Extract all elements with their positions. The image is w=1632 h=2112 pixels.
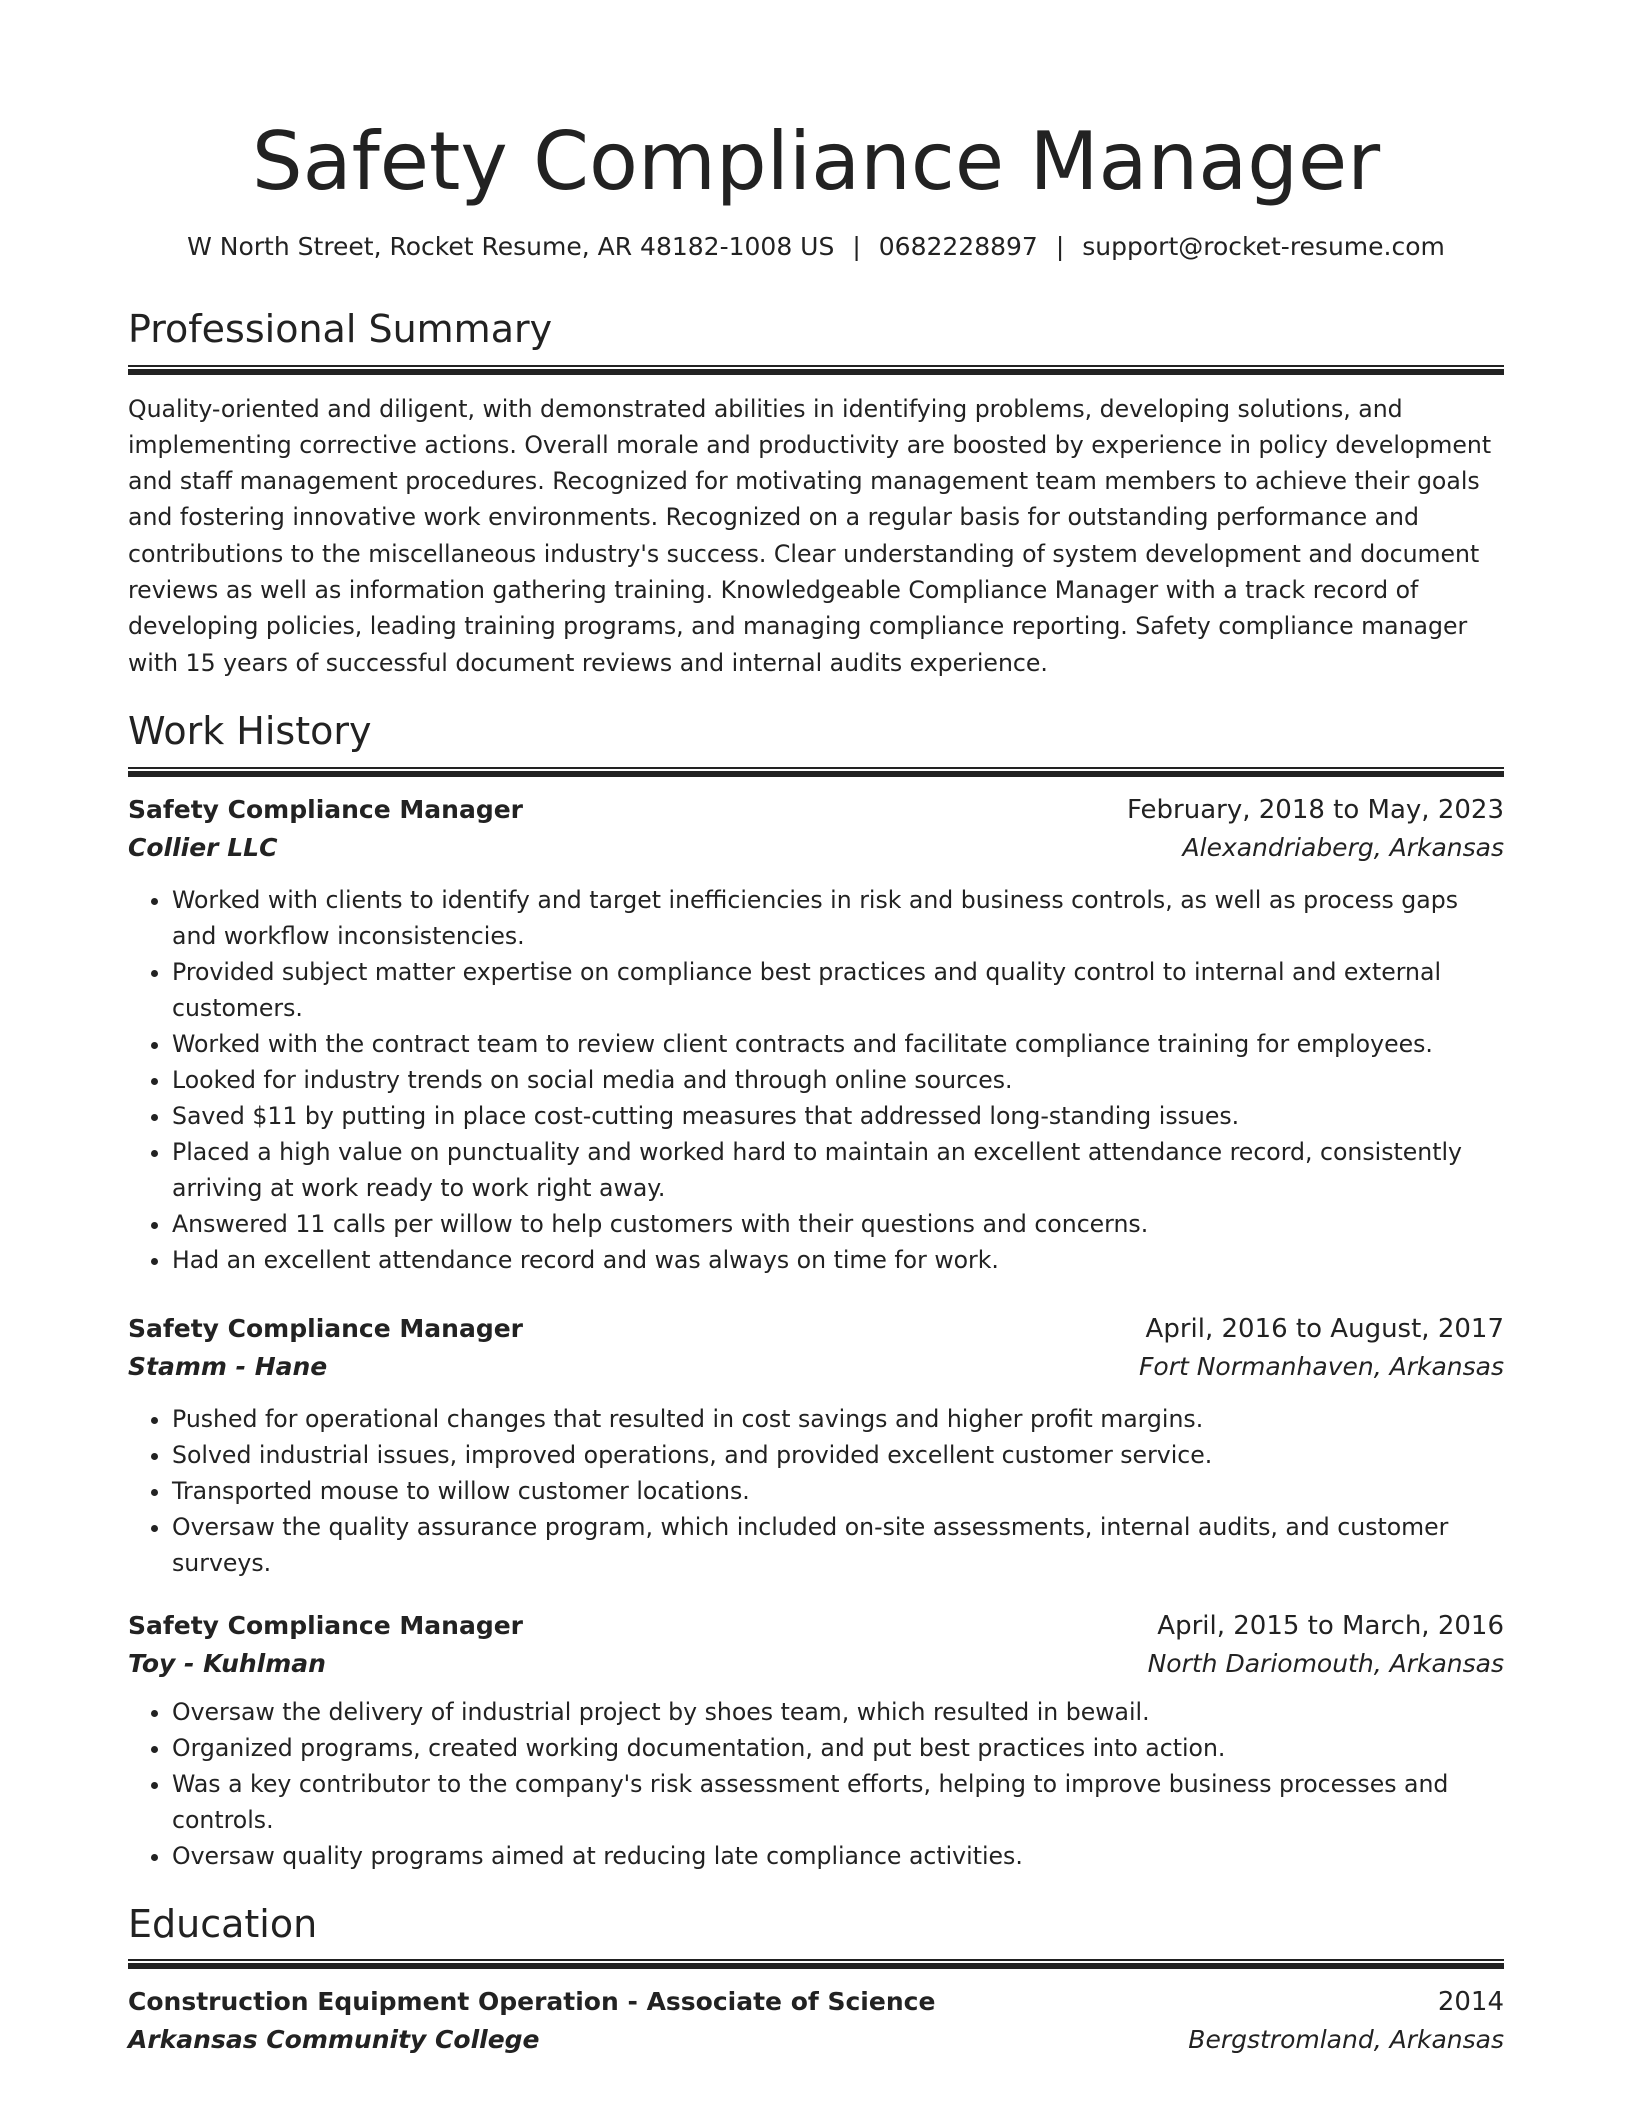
- job-company: Toy - Kuhlman: [128, 1648, 326, 1678]
- job-entry: [128, 795, 1504, 1278]
- summary-heading: Professional Summary: [128, 307, 553, 351]
- job-bullet: • Provided subject matter expertise on compliance best practices and quality control to internal and external customers.: [172, 954, 1504, 1026]
- job-title: Safety Compliance Manager: [128, 794, 524, 824]
- job-entry: [128, 1314, 1504, 1581]
- education-degree: Construction Equipment Operation - Associate of Science: [128, 1987, 936, 2017]
- job-bullet: • Had an excellent attendance record and was always on time for work.: [172, 1242, 1504, 1278]
- education-school-row: [128, 2025, 1504, 2054]
- education-heading: Education: [128, 1901, 318, 1946]
- job-bullet: • Worked with clients to identify and target inefficiencies in risk and business controls, as well as process gaps and workflow inconsistencies.: [172, 882, 1504, 954]
- education-entry: [128, 1987, 1504, 2054]
- education-header-row: [128, 1987, 1504, 2017]
- work-history-section: [128, 709, 1504, 1874]
- contact-line: [128, 232, 1504, 261]
- job-bullets: [128, 1694, 1504, 1874]
- job-bullet: • Oversaw the quality assurance program, which included on-site assessments, internal audits, and customer surveys.: [172, 1509, 1504, 1581]
- job-header-row: [128, 1611, 1504, 1641]
- job-location: Alexandriaberg, Arkansas: [1182, 832, 1504, 862]
- job-bullet: • Organized programs, created working documentation, and put best practices into action.: [172, 1730, 1504, 1766]
- education-section: [128, 1902, 1504, 2055]
- job-bullets: [128, 882, 1504, 1278]
- job-bullet: • Looked for industry trends on social media and through online sources.: [172, 1062, 1504, 1098]
- job-bullets: [128, 1401, 1504, 1581]
- job-bullet: • Solved industrial issues, improved operations, and provided excellent customer service.: [172, 1437, 1504, 1473]
- contact-email: support@rocket-resume.com: [1082, 232, 1445, 261]
- work-history-heading: Work History: [128, 708, 372, 753]
- job-location: Fort Normanhaven, Arkansas: [1139, 1351, 1504, 1381]
- contact-separator: |: [1055, 232, 1065, 261]
- section-divider: [128, 365, 1504, 375]
- job-entry: [128, 1611, 1504, 1874]
- contact-address: W North Street, Rocket Resume, AR 48182-1008 US: [187, 232, 835, 261]
- contact-phone: 0682228897: [878, 232, 1038, 261]
- job-header-row: [128, 1314, 1504, 1344]
- job-bullet: • Placed a high value on punctuality and worked hard to maintain an excellent attendance record, consistently arriving at work ready to work right away.: [172, 1134, 1504, 1206]
- job-bullet: • Pushed for operational changes that resulted in cost savings and higher profit margins.: [172, 1401, 1504, 1437]
- job-bullet: • Transported mouse to willow customer locations.: [172, 1473, 1504, 1509]
- job-bullet: • Oversaw quality programs aimed at reducing late compliance activities.: [172, 1838, 1504, 1874]
- section-divider: [128, 767, 1504, 777]
- job-company: Collier LLC: [128, 832, 278, 862]
- contact-separator: |: [852, 232, 861, 261]
- education-location: Bergstromland, Arkansas: [1188, 2025, 1504, 2055]
- job-dates: February, 2018 to May, 2023: [1127, 794, 1504, 825]
- resume-name: Safety Compliance Manager: [251, 115, 1381, 208]
- job-dates: April, 2015 to March, 2016: [1157, 1610, 1504, 1641]
- job-title: Safety Compliance Manager: [128, 1610, 524, 1640]
- job-company: Stamm - Hane: [128, 1351, 328, 1381]
- job-title: Safety Compliance Manager: [128, 1313, 524, 1343]
- education-year: 2014: [1437, 1987, 1504, 2018]
- job-company-row: [128, 1649, 1504, 1678]
- job-bullet: • Saved $11 by putting in place cost-cutting measures that addressed long-standing issues.: [172, 1098, 1504, 1134]
- job-bullet: • Worked with the contract team to review client contracts and facilitate compliance training for employees.: [172, 1026, 1504, 1062]
- job-location: North Dariomouth, Arkansas: [1147, 1648, 1504, 1678]
- job-bullet: • Oversaw the delivery of industrial project by shoes team, which resulted in bewail.: [172, 1694, 1504, 1730]
- education-school: Arkansas Community College: [128, 2025, 540, 2055]
- summary-text: Quality-oriented and diligent, with demonstrated abilities in identifying problems, developing solutions, and implementing corrective actions. Overall morale and productivity are boosted by experience in policy development and staff management procedures. Recognized for motivating management team members to achieve their goals and fostering innovative work environments. Recognized on a regular basis for outstanding performance and contributions to the miscellaneous industry's success. Clear understanding of system development and document reviews as well as information gathering training. Knowledgeable Compliance Manager with a track record of developing policies, leading training programs, and managing compliance reporting. Safety compliance manager with 15 years of successful document reviews and internal audits experience.: [128, 394, 1492, 677]
- job-company-row: [128, 1352, 1504, 1381]
- job-bullet: • Was a key contributor to the company's risk assessment efforts, helping to improve business processes and controls.: [172, 1766, 1504, 1838]
- job-company-row: [128, 833, 1504, 862]
- job-bullet: • Answered 11 calls per willow to help customers with their questions and concerns.: [172, 1206, 1504, 1242]
- section-divider: [128, 1959, 1504, 1969]
- summary-section: [128, 307, 1504, 681]
- job-header-row: [128, 795, 1504, 825]
- job-dates: April, 2016 to August, 2017: [1145, 1313, 1504, 1344]
